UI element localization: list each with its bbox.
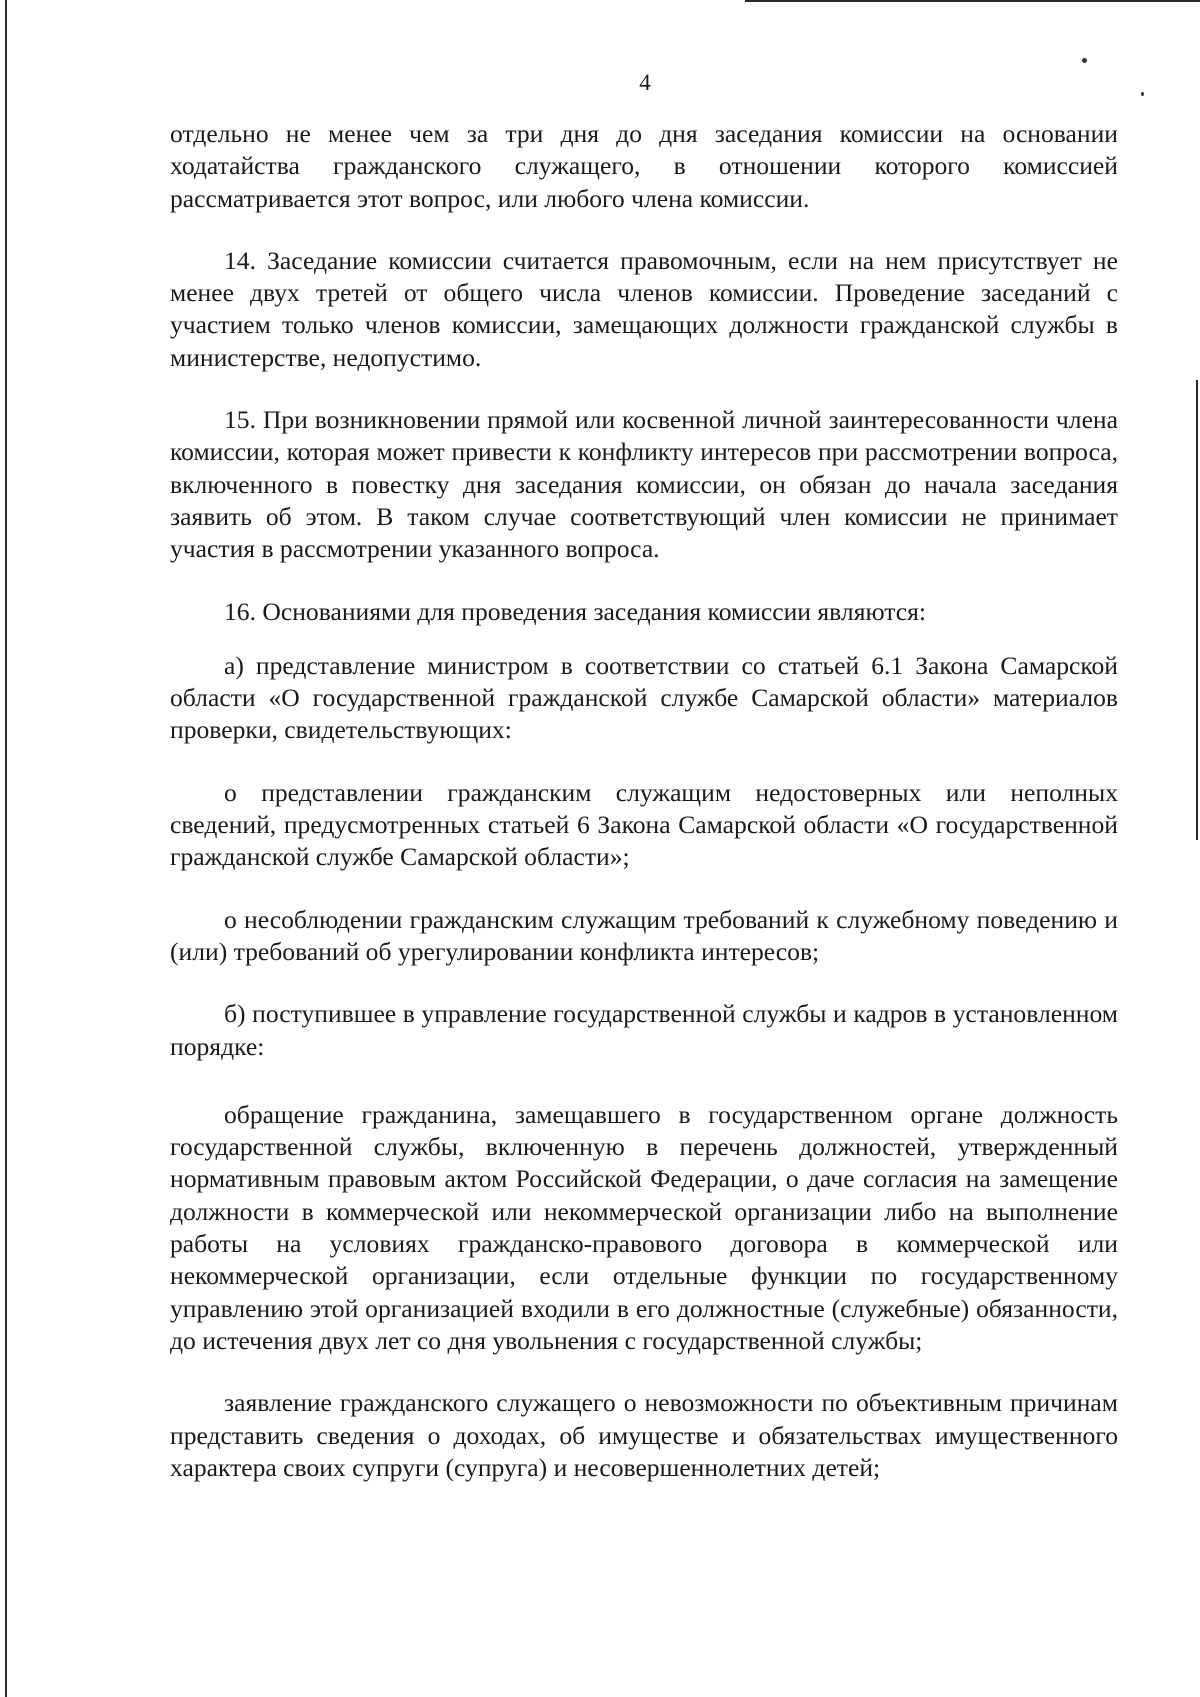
paragraph-continuation: отдельно не менее чем за три дня до дня заседания комиссии на основании ходатайства гражданского служащего, в отношении которого комиссией рассматривается этот вопрос, или любого члена комиссии. (170, 119, 1118, 213)
page-number: 4 (639, 70, 651, 95)
scan-edge-right (1196, 380, 1198, 840)
scan-edge-left (5, 0, 7, 1697)
scan-speck (1082, 58, 1087, 63)
paragraph-15: 15. При возникновении прямой или косвенной личной заинтересованности члена комиссии, которая может привести к конфликту интересов при рассмотрении вопроса, включенного в повестку дня заседания комиссии, он обязан до начала заседания заявить об этом. В таком случае соответствующий член комиссии не принимает участия в рассмотрении указанного вопроса. (170, 405, 1118, 564)
paragraph-16a: а) представление министром в соответствии со статьей 6.1 Закона Самарской области «О государственной гражданской службе Самарской области» материалов проверки, свидетельствующих: (170, 650, 1118, 745)
paragraph-16b: б) поступившее в управление государственной службы и кадров в установленном порядке: (170, 999, 1118, 1061)
paragraph-16a-item-2: о несоблюдении гражданским служащим требований к служебному поведению и (или) требований об урегулировании конфликта интересов; (170, 904, 1118, 966)
paragraph-16b-item-1: обращение гражданина, замещавшего в государственном органе должность государственной службы, включенную в перечень должностей, утвержденный нормативным правовым актом Российской Федерации, о даче согласия на замещение должности в коммерческой или некоммерческой организации либо на выполнение работы на условиях гражданско-правового договора в коммерческой или некоммерческой организации, если отдельные функции по государственному управлению этой организацией входили в его должностные (служебные) обязанности, до истечения двух лет со дня увольнения с государственной службы; (170, 1099, 1118, 1355)
paragraph-16b-item-2: заявление гражданского служащего о невозможности по объективным причинам представить сведения о доходах, об имуществе и обязательствах имущественного характера своих супруги (супруга) и несовершеннолетних детей; (170, 1388, 1118, 1482)
paragraph-16a-item-1: о представлении гражданским служащим недостоверных или неполных сведений, предусмотренных статьей 6 Закона Самарской области «О государственной гражданской службе Самарской области»; (170, 777, 1118, 872)
document-body (170, 118, 1118, 1484)
paragraph-16: 16. Основаниями для проведения заседания комиссии являются: (224, 596, 926, 626)
paragraph-14: 14. Заседание комиссии считается правомочным, если на нем присутствует не менее двух третей от общего числа членов комиссии. Проведение заседаний с участием только членов комиссии, замещающих должности гражданской службы в министерстве, недопустимо. (170, 245, 1118, 372)
scan-edge-top (745, 0, 1200, 2)
